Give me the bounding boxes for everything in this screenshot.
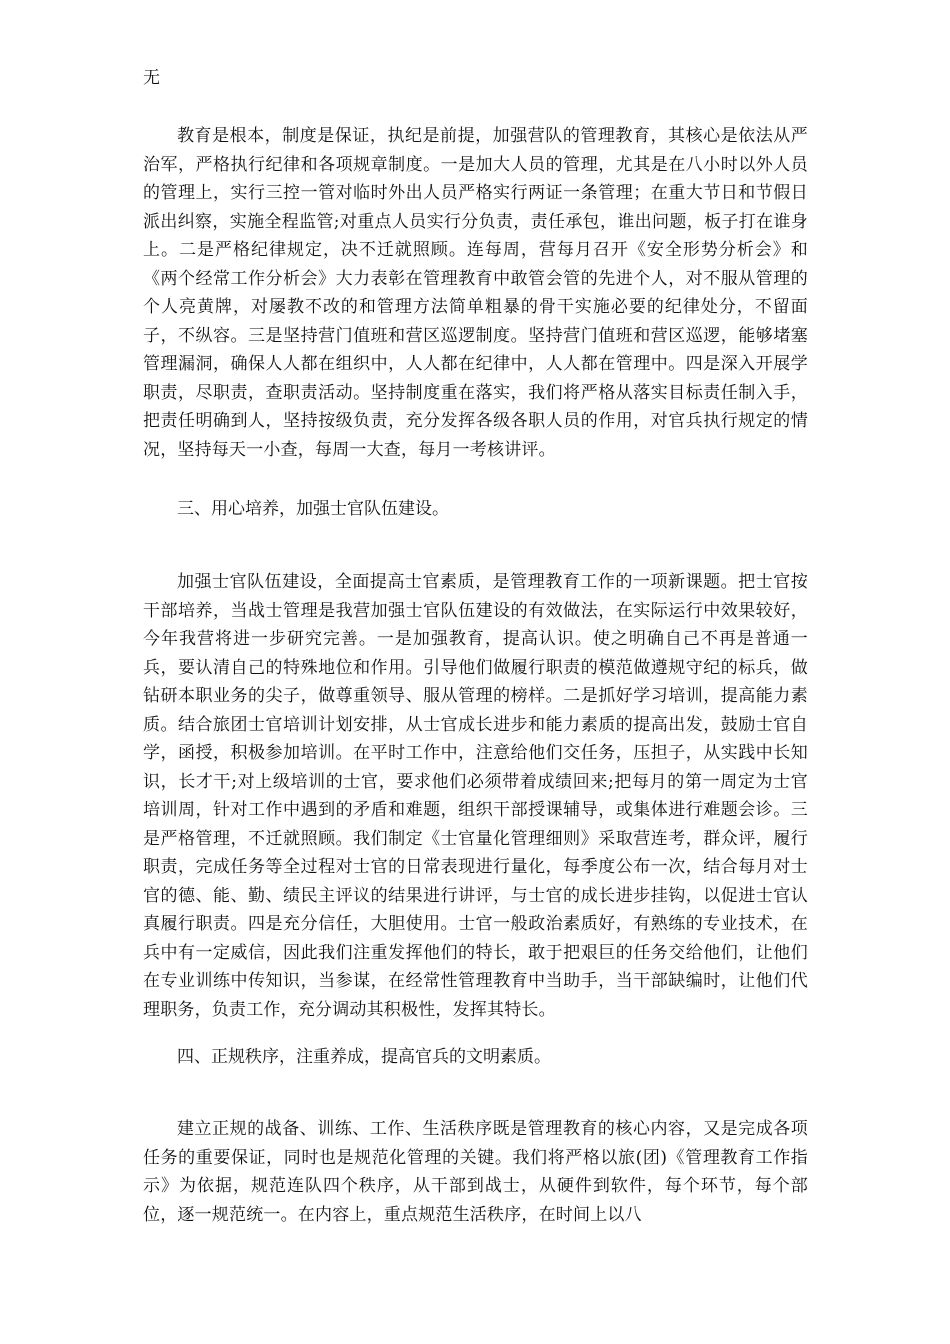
body-paragraph-nco: 加强士官队伍建设，全面提高士官素质，是管理教育工作的一项新课题。把士官按干部培养，当战士管理是我营加强士官队伍建设的有效做法，在实际运行中效果较好，今年我营将进一步研究完善。一是加强教育，提高认识。使之明确自己不再是普通一兵，要认清自己的特殊地位和作用。引导他们做履行职责的模范做遵规守纪的标兵，做钻研本职业务的尖子，做尊重领导、服从管理的榜样。二是抓好学习培训，提高能力素质。结合旅团士官培训计划安排，从士官成长进步和能力素质的提高出发，鼓励士官自学，函授，积极参加培训。在平时工作中，注意给他们交任务，压担子，从实践中长知识，长才干;对上级培训的士官，要求他们必须带着成绩回来;把每月的第一周定为士官培训周，针对工作中遇到的矛盾和难题，组织干部授课辅导，或集体进行难题会诊。三是严格管理，不迁就照顾。我们制定《士官量化管理细则》采取营连考，群众评，履行职责，完成任务等全过程对士官的日常表现进行量化，每季度公布一次，结合每月对士官的德、能、勤、绩民主评议的结果进行讲评，与士官的成长进步挂钩，以促进士官认真履行职责。四是充分信任，大胆使用。士官一般政治素质好，有熟练的专业技术，在兵中有一定威信，因此我们注重发挥他们的特长，敢于把艰巨的任务交给他们，让他们在专业训练中传知识，当参谋，在经常性管理教育中当助手，当干部缺编时，让他们代理职务，负责工作，充分调动其积极性，发挥其特长。 (143, 572, 808, 1020)
section-heading-4: 四、正规秩序，注重养成，提高官兵的文明素质。 (177, 1047, 551, 1067)
section-heading-3: 三、用心培养，加强士官队伍建设。 (177, 499, 449, 519)
header-mark: 无 (143, 68, 160, 88)
body-paragraph-management: 教育是根本，制度是保证，执纪是前提，加强营队的管理教育，其核心是依法从严治军，严格执行纪律和各项规章制度。一是加大人员的管理，尤其是在八小时以外人员的管理上，实行三控一管对临时外出人员严格实行两证一条管理；在重大节日和节假日派出纠察，实施全程监管;对重点人员实行分负责，责任承包，谁出问题，板子打在谁身上。二是严格纪律规定，决不迁就照顾。连每周，营每月召开《安全形势分析会》和《两个经常工作分析会》大力表彰在管理教育中敢管会管的先进个人，对不服从管理的个人亮黄牌，对屡教不改的和管理方法简单粗暴的骨干实施必要的纪律处分，不留面子，不纵容。三是坚持营门值班和营区巡逻制度。坚持营门值班和营区巡逻，能够堵塞管理漏洞，确保人人都在组织中，人人都在纪律中，人人都在管理中。四是深入开展学职责，尽职责，查职责活动。坚持制度重在落实，我们将严格从落实目标责任制入手，把责任明确到人，坚持按级负责，充分发挥各级各职人员的作用，对官兵执行规定的情况，坚持每天一小查，每周一大查，每月一考核讲评。 (143, 126, 808, 460)
body-paragraph-order: 建立正规的战备、训练、工作、生活秩序既是管理教育的核心内容，又是完成各项任务的重要保证，同时也是规范化管理的关键。我们将严格以旅(团)《管理教育工作指示》为依据，规范连队四个秩序，从干部到战士，从硬件到软件，每个环节，每个部位，逐一规范统一。在内容上，重点规范生活秩序，在时间上以八 (143, 1119, 808, 1225)
